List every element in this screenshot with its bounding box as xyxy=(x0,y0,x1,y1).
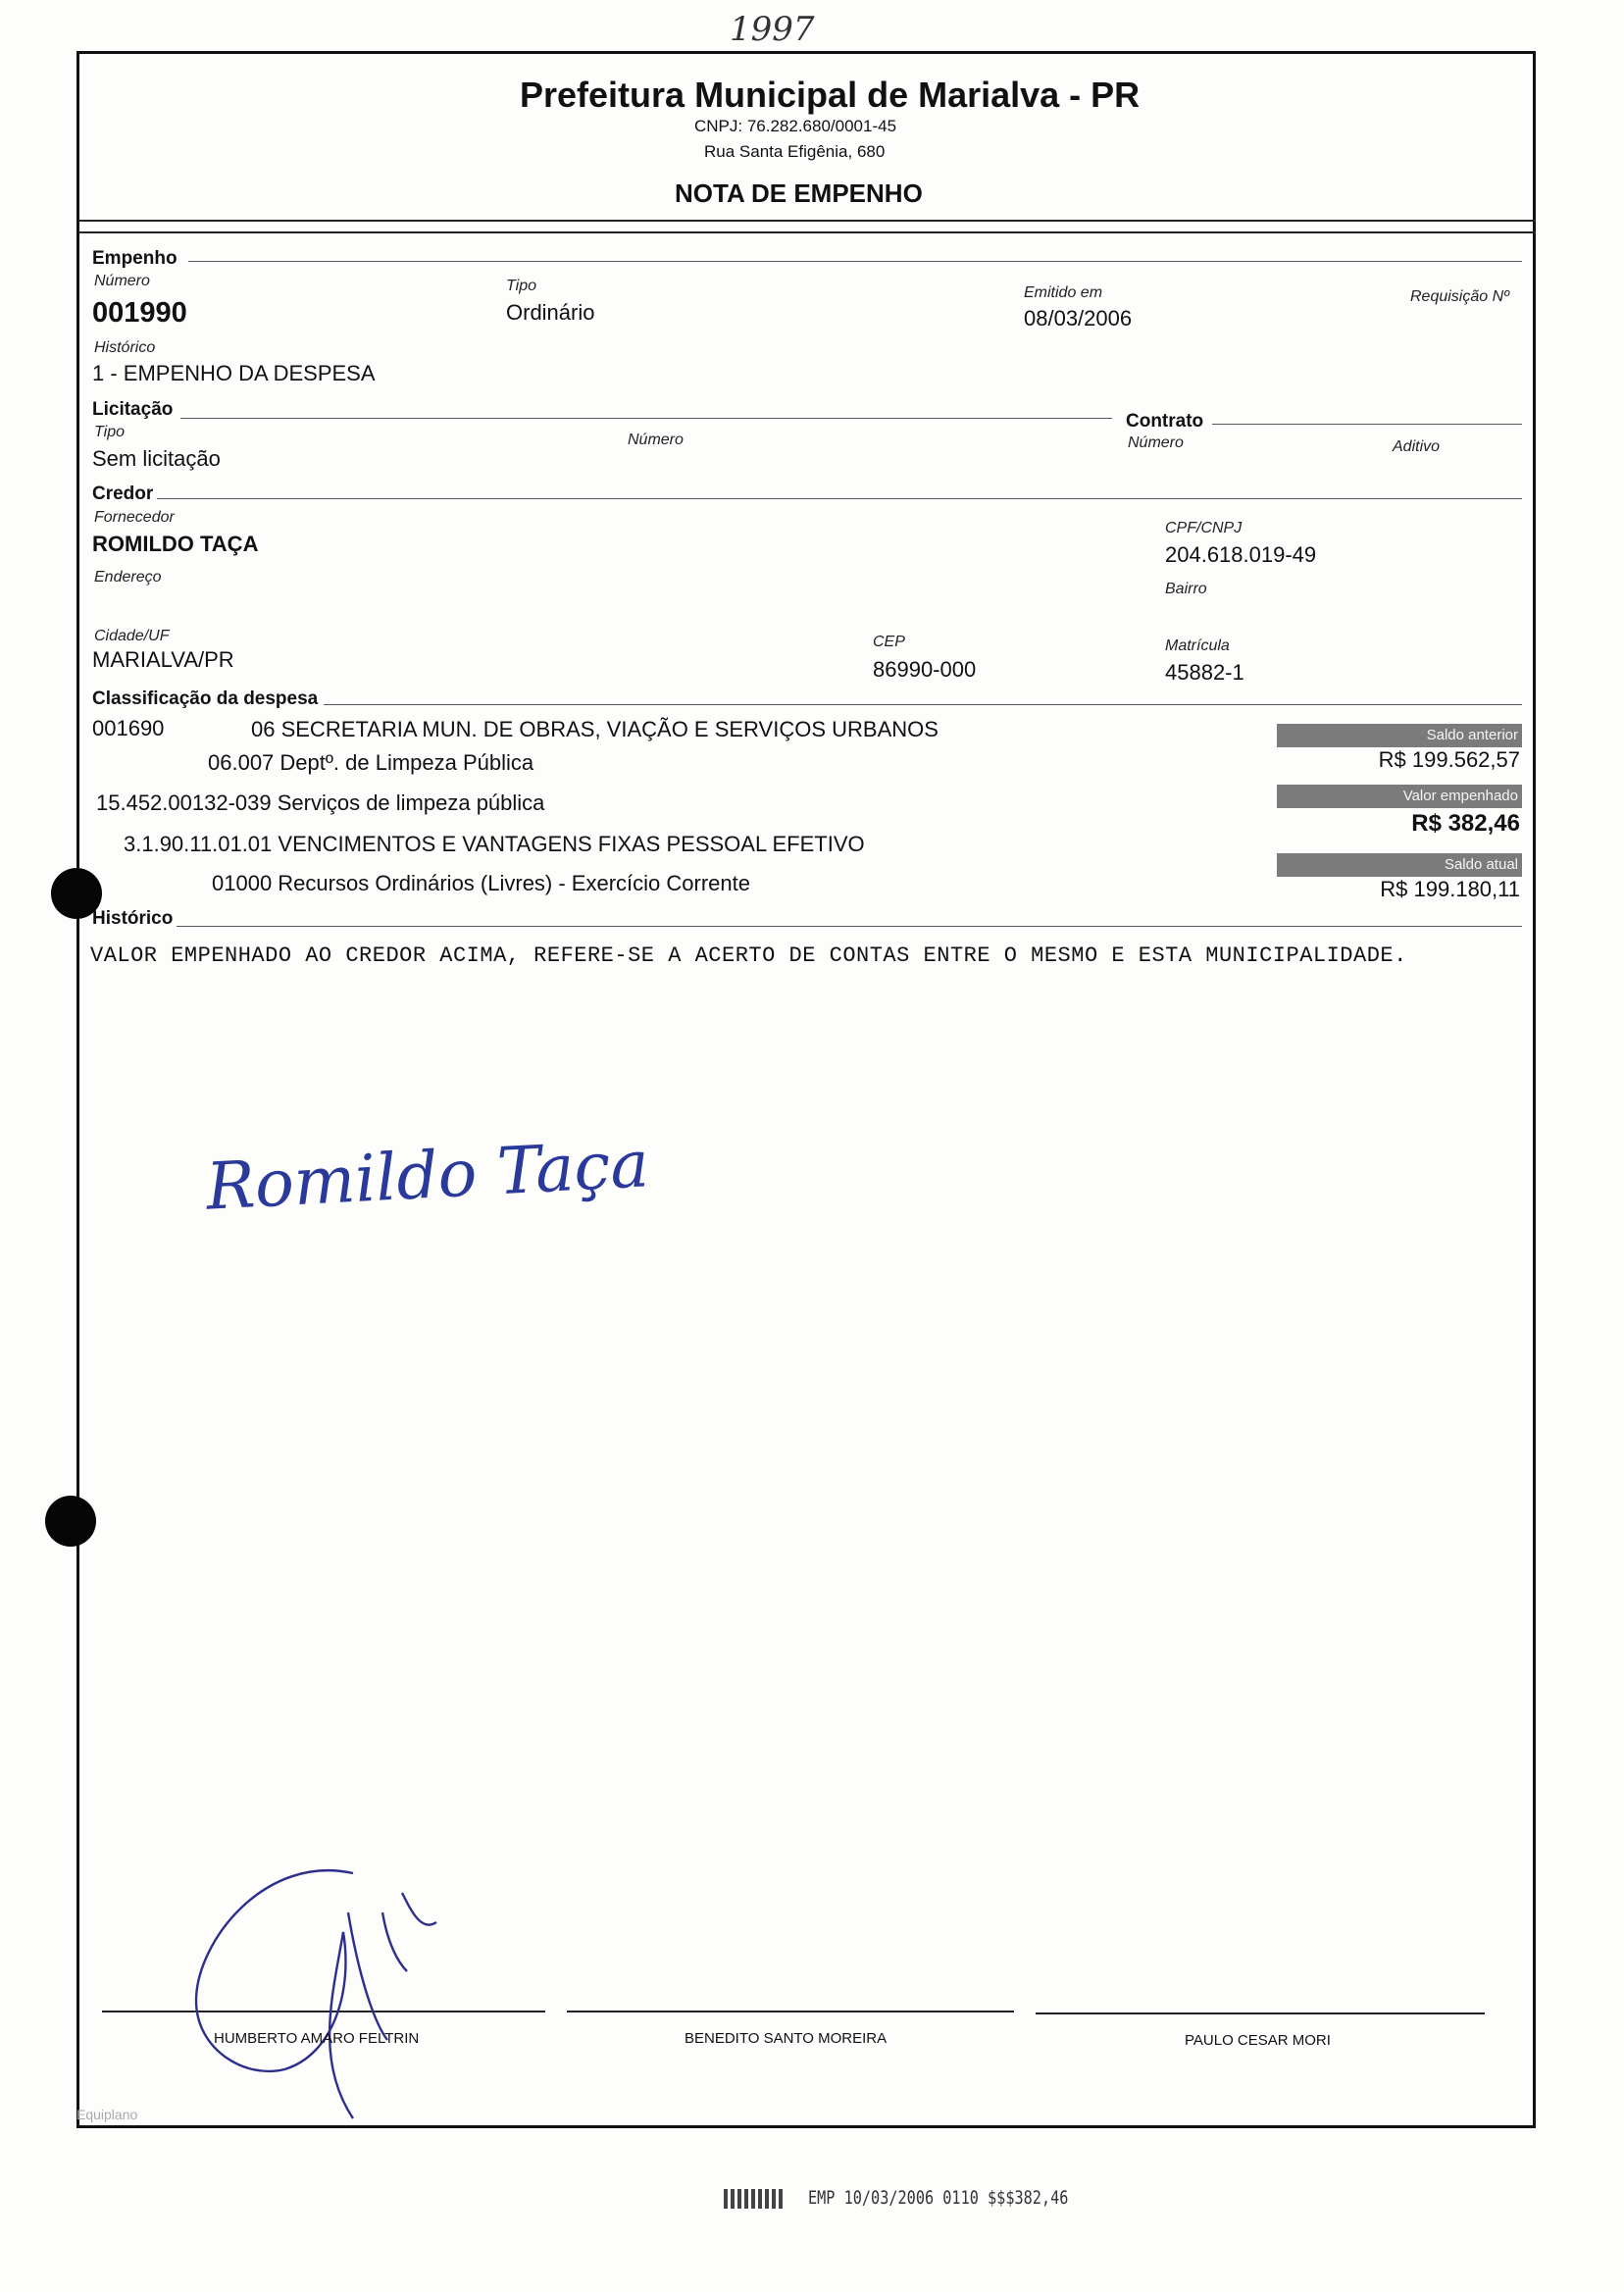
classificacao-elemento: 3.1.90.11.01.01 VENCIMENTOS E VANTAGENS FIXAS PESSOAL EFETIVO xyxy=(124,832,865,856)
matricula-label: Matrícula xyxy=(1165,637,1230,654)
historico-section-label: Histórico xyxy=(92,908,174,929)
licitacao-section-label: Licitação xyxy=(92,399,174,420)
footer-brand: Equiplano xyxy=(76,2107,138,2122)
authorizer-signature xyxy=(186,1854,471,2138)
requisicao-label: Requisição Nº xyxy=(1410,288,1509,305)
saldo-anterior-value: R$ 199.562,57 xyxy=(1378,747,1520,772)
doc-title: NOTA DE EMPENHO xyxy=(675,178,923,208)
signatory-1-name: HUMBERTO AMARO FELTRIN xyxy=(214,2030,420,2047)
matricula-value: 45882-1 xyxy=(1165,660,1244,685)
fornecedor-name: ROMILDO TAÇA xyxy=(92,532,259,556)
municipality-title: Prefeitura Municipal de Marialva - PR xyxy=(520,75,1141,115)
licitacao-numero-label: Número xyxy=(628,432,684,448)
saldo-anterior-label: Saldo anterior xyxy=(1277,724,1522,747)
empenho-historico-label: Histórico xyxy=(94,339,156,356)
cpf-value: 204.618.019-49 xyxy=(1165,542,1317,567)
bairro-label: Bairro xyxy=(1165,581,1207,597)
cpf-label: CPF/CNPJ xyxy=(1165,520,1243,536)
saldo-atual-label: Saldo atual xyxy=(1277,853,1522,877)
licitacao-tipo-label: Tipo xyxy=(94,424,125,440)
cidade-value: MARIALVA/PR xyxy=(92,647,234,672)
valor-empenhado-value: R$ 382,46 xyxy=(1411,810,1520,837)
classificacao-section-label: Classificação da despesa xyxy=(92,688,319,709)
empenho-section-label: Empenho xyxy=(92,248,178,269)
licitacao-rule xyxy=(180,418,1112,419)
address-line: Rua Santa Efigênia, 680 xyxy=(704,142,886,161)
contrato-rule xyxy=(1212,424,1522,425)
empenho-historico: 1 - EMPENHO DA DESPESA xyxy=(92,361,376,385)
classificacao-recurso: 01000 Recursos Ordinários (Livres) - Exercício Corrente xyxy=(212,871,750,895)
saldo-atual-value: R$ 199.180,11 xyxy=(1380,877,1520,901)
historico-text: VALOR EMPENHADO AO CREDOR ACIMA, REFERE-SE A ACERTO DE CONTAS ENTRE O MESMO E ESTA MUNICIPALIDADE. xyxy=(90,943,1407,968)
signatory-3-name: PAULO CESAR MORI xyxy=(1185,2032,1331,2049)
historico-rule xyxy=(177,926,1522,927)
cidade-label: Cidade/UF xyxy=(94,628,170,644)
bank-stamp-logo xyxy=(724,2189,783,2209)
fornecedor-label: Fornecedor xyxy=(94,509,175,526)
valor-empenhado-label: Valor empenhado xyxy=(1277,785,1522,808)
classificacao-funcional: 15.452.00132-039 Serviços de limpeza pública xyxy=(96,790,545,815)
punch-hole-top xyxy=(51,868,102,919)
cep-label: CEP xyxy=(873,634,905,650)
credor-signature: Romildo Taça xyxy=(204,1126,651,1225)
endereco-label: Endereço xyxy=(94,569,162,586)
handwritten-number: 1997 xyxy=(730,10,815,49)
signature-line-2 xyxy=(567,2011,1014,2012)
empenho-tipo-label: Tipo xyxy=(506,278,536,294)
signature-line-3 xyxy=(1036,2012,1485,2014)
punch-hole-bottom xyxy=(45,1496,96,1547)
empenho-tipo: Ordinário xyxy=(506,300,595,325)
classificacao-rule xyxy=(324,704,1522,705)
header-rule-2 xyxy=(78,231,1536,233)
cnpj-line: CNPJ: 76.282.680/0001-45 xyxy=(694,117,897,135)
credor-rule xyxy=(157,498,1522,499)
classificacao-orgao: 06 SECRETARIA MUN. DE OBRAS, VIAÇÃO E SERVIÇOS URBANOS xyxy=(251,717,939,741)
licitacao-tipo: Sem licitação xyxy=(92,446,221,471)
emitido-date: 08/03/2006 xyxy=(1024,306,1133,331)
empenho-numero-label: Número xyxy=(94,273,150,289)
signatory-2-name: BENEDITO SANTO MOREIRA xyxy=(685,2030,888,2047)
classificacao-code: 001690 xyxy=(92,716,165,740)
credor-section-label: Credor xyxy=(92,484,154,504)
empenho-rule xyxy=(188,261,1522,262)
contrato-numero-label: Número xyxy=(1128,434,1184,451)
contrato-section-label: Contrato xyxy=(1126,411,1204,432)
header-rule xyxy=(78,220,1536,222)
empenho-numero: 001990 xyxy=(92,297,187,329)
contrato-aditivo-label: Aditivo xyxy=(1393,438,1441,455)
classificacao-unidade: 06.007 Deptº. de Limpeza Pública xyxy=(208,750,534,775)
bank-stamp: EMP 10/03/2006 0110 $$$382,46 xyxy=(808,2187,1069,2209)
emitido-label: Emitido em xyxy=(1024,284,1103,301)
cep-value: 86990-000 xyxy=(873,657,977,682)
